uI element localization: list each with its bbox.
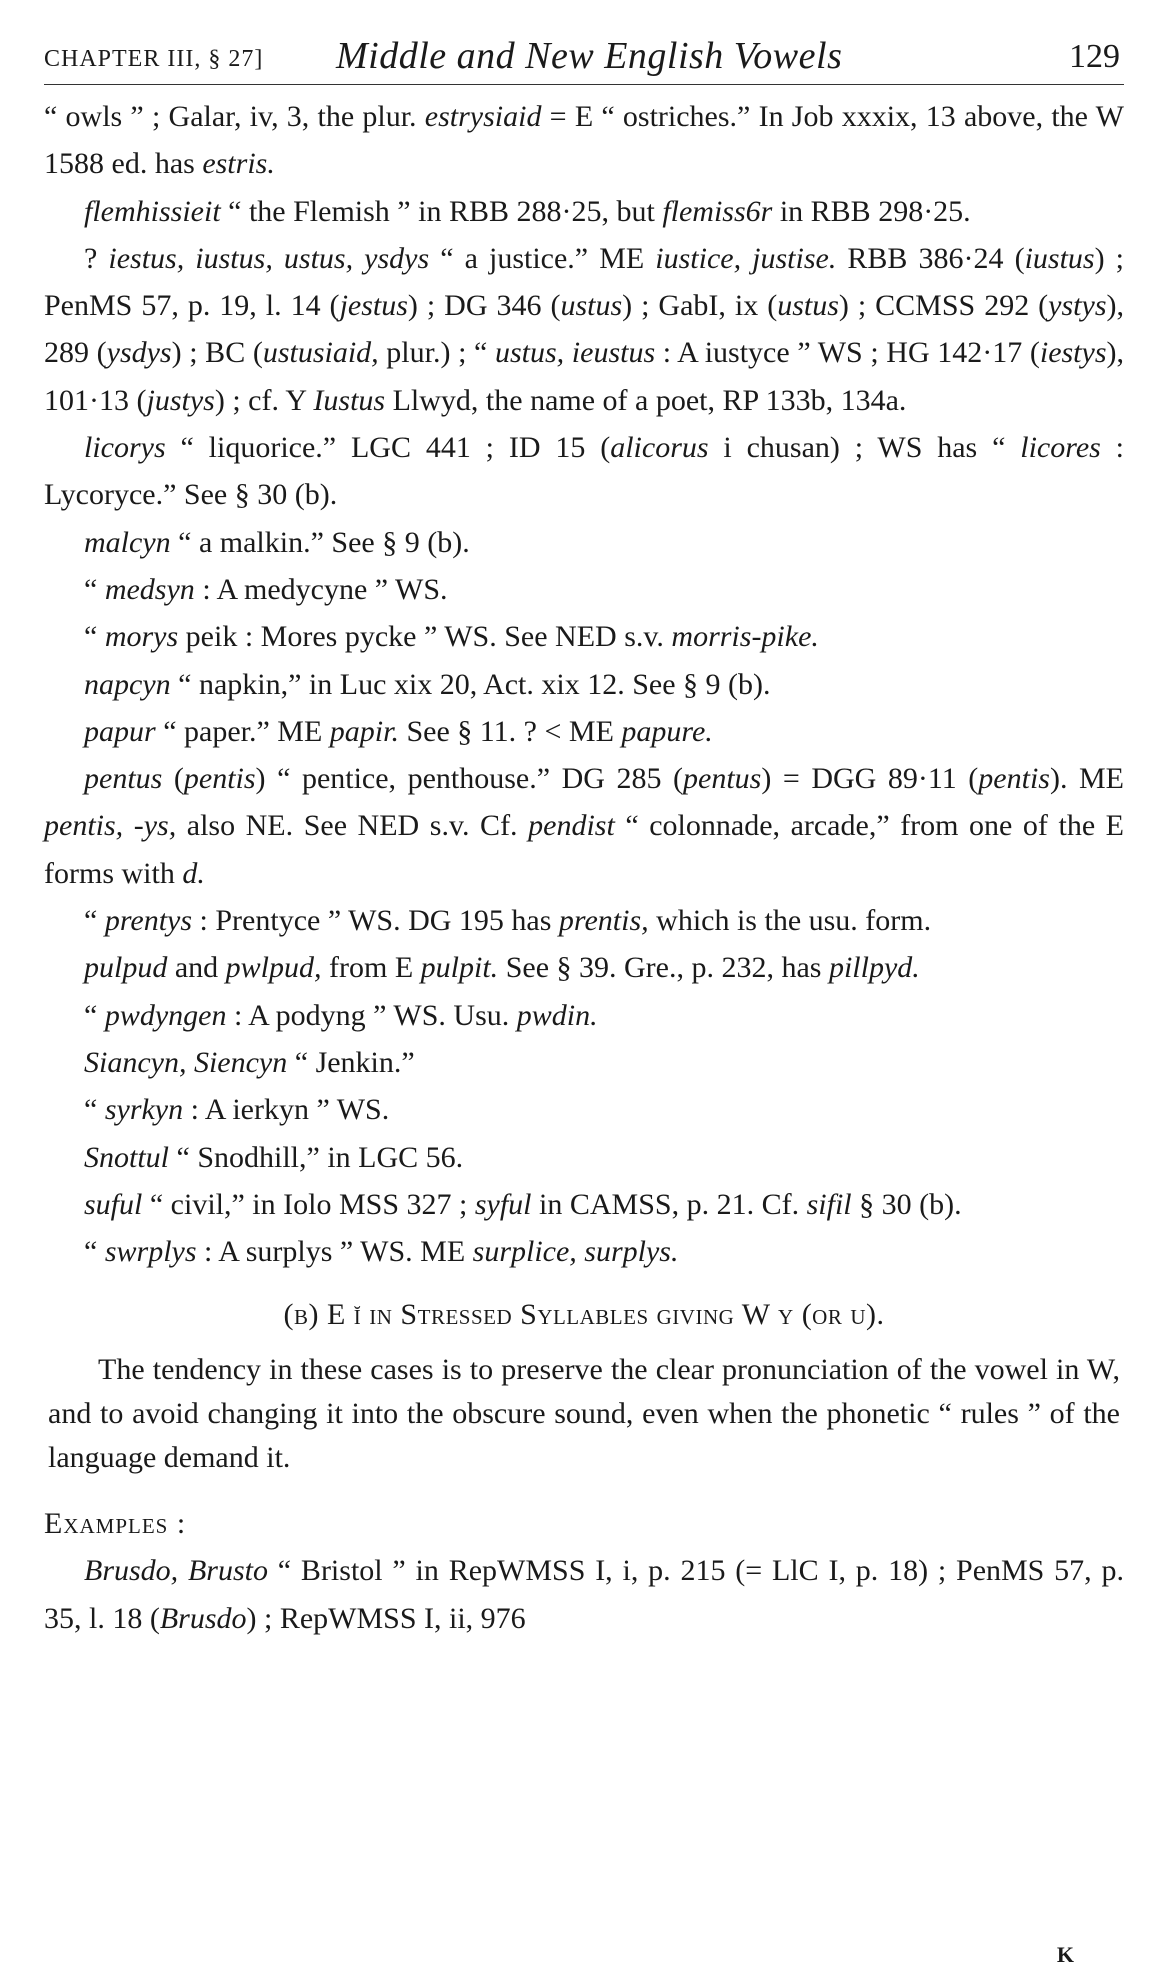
italic-term: pentus bbox=[84, 762, 163, 796]
italic-term: sifil bbox=[806, 1187, 852, 1221]
italic-term: pwdyngen bbox=[104, 998, 227, 1032]
italic-term: pwlpud, bbox=[225, 951, 322, 985]
entry-text: : A surplys ” WS. ME bbox=[196, 1235, 473, 1269]
signature-mark: K bbox=[1056, 1942, 1074, 1967]
glossary-entry bbox=[44, 566, 1124, 613]
italic-term: pentis, -ys, bbox=[44, 809, 177, 843]
entry-text: See § 11. ? < ME bbox=[398, 714, 622, 748]
section-heading: (b) E ĭ in Stressed Syllables giving W y (or u). bbox=[283, 1298, 885, 1332]
italic-term: flemiss6r bbox=[662, 194, 773, 228]
entry-text: ) ; cf. Y bbox=[214, 383, 314, 417]
entry-text: : A podyng ” WS. Usu. bbox=[226, 998, 517, 1032]
entry-text: “ civil,” in Iolo MSS 327 ; bbox=[142, 1187, 475, 1221]
italic-term: morris-pike. bbox=[671, 620, 819, 654]
italic-term: licorys bbox=[84, 431, 166, 465]
italic-term: morys bbox=[104, 620, 179, 654]
italic-term: licores bbox=[1020, 431, 1101, 465]
entry-text: ). ME bbox=[1049, 762, 1125, 796]
entry-text: : A ierkyn ” WS. bbox=[183, 1093, 390, 1127]
italic-term: ustus bbox=[560, 289, 623, 323]
italic-term: papure. bbox=[621, 714, 713, 748]
glossary-entry bbox=[44, 661, 1124, 708]
italic-term: syful bbox=[474, 1187, 532, 1221]
entry-text: RBB 386·24 ( bbox=[836, 241, 1025, 275]
italic-term: pulpit. bbox=[420, 951, 499, 985]
italic-term: pentis bbox=[183, 762, 256, 796]
entry-text: plur.) ; “ bbox=[378, 336, 495, 370]
page-title: Middle and New English Vowels bbox=[336, 35, 843, 77]
italic-term: suful bbox=[84, 1187, 143, 1221]
entry-text: : Prentyce ” WS. DG 195 has bbox=[192, 904, 559, 938]
italic-term: pillpyd. bbox=[828, 951, 920, 985]
page-number: 129 bbox=[1069, 38, 1120, 75]
italic-term: ustus, ieustus bbox=[495, 336, 656, 370]
italic-term: alicorus bbox=[610, 431, 709, 465]
examples-heading: Examples : bbox=[44, 1507, 187, 1541]
italic-term: Snottul bbox=[84, 1140, 170, 1174]
entry-text: : A medycyne ” WS. bbox=[194, 572, 448, 606]
italic-term: pwdin. bbox=[516, 998, 598, 1032]
entry-text: “ napkin,” in Luc xix 20, Act. xix 12. See § 9 (b). bbox=[170, 667, 771, 701]
entry-text: i chusan) ; WS has “ bbox=[708, 431, 1021, 465]
glossary-entry bbox=[44, 613, 1124, 660]
entry-text: “ bbox=[84, 1235, 105, 1269]
italic-term: jestus bbox=[339, 289, 408, 323]
entry-text: : A iustyce ” WS ; HG 142·17 ( bbox=[655, 336, 1040, 370]
glossary-entry bbox=[44, 188, 1124, 235]
entry-text: ) ; CCMSS 292 ( bbox=[838, 289, 1049, 323]
entry-text: ), 101·13 ( bbox=[44, 336, 1125, 417]
entry-text: : Lycoryce.” See § 30 (b). bbox=[44, 431, 1124, 512]
italic-term: flemhissieit bbox=[84, 194, 221, 228]
entry-text: ) ; PenMS 57, p. 19, l. 14 ( bbox=[44, 241, 1124, 323]
italic-term: Siancyn, Siencyn bbox=[84, 1045, 288, 1079]
entry-text: “ paper.” ME bbox=[155, 714, 330, 748]
chapter-reference: CHAPTER III, § 27] bbox=[44, 46, 264, 72]
entry-text: “ colonnade, arcade,” from one of the E forms with bbox=[44, 809, 1125, 890]
entry-text: ) ; DG 346 ( bbox=[407, 289, 561, 323]
entry-text: “ Snodhill,” in LGC 56. bbox=[169, 1140, 464, 1174]
italic-term: pulpud bbox=[84, 951, 168, 985]
italic-term: iestus, iustus, ustus, ysdys bbox=[108, 241, 430, 275]
italic-term: Iustus bbox=[313, 383, 386, 417]
entry-list bbox=[44, 93, 1124, 1275]
entry-text: from E bbox=[321, 951, 421, 985]
italic-term: pentus bbox=[683, 762, 762, 796]
entry-text: “ the Flemish ” in RBB 288·25, but bbox=[220, 194, 663, 228]
glossary-entry bbox=[44, 93, 1124, 188]
entry-text: in CAMSS, p. 21. Cf. bbox=[531, 1187, 807, 1221]
italic-term: estrysiaid bbox=[424, 100, 542, 133]
entry-text: “ a malkin.” See § 9 (b). bbox=[170, 525, 470, 559]
entry-text: ), 289 ( bbox=[44, 289, 1124, 370]
entry-text: ( bbox=[162, 762, 184, 796]
entry-text: ) “ pentice, penthouse.” DG 285 ( bbox=[255, 762, 684, 796]
examples-list bbox=[44, 1547, 1124, 1642]
entry-text: ) = DGG 89·11 ( bbox=[761, 762, 979, 796]
entry-text: also NE. See NED s.v. Cf. bbox=[176, 809, 529, 843]
italic-term: medsyn bbox=[104, 572, 195, 606]
italic-term: estris. bbox=[202, 147, 275, 181]
entry-text: “ Bristol ” in RepWMSS I, i, p. 215 (= LlC I, p. 18) ; PenMS 57, p. 35, l. 18 ( bbox=[44, 1554, 1124, 1635]
entry-text: “ owls ” ; Galar, iv, 3, the plur. bbox=[44, 100, 425, 133]
entry-text: ) ; BC ( bbox=[171, 336, 263, 370]
italic-term: iestys bbox=[1039, 336, 1107, 370]
italic-term: swrplys bbox=[104, 1235, 197, 1269]
entry-text: “ bbox=[84, 620, 105, 654]
entry-text: “ bbox=[84, 572, 105, 606]
glossary-entry bbox=[44, 1228, 1124, 1275]
italic-term: ystys bbox=[1048, 289, 1107, 323]
italic-term: Brusdo, Brusto bbox=[84, 1554, 268, 1588]
glossary-entry bbox=[44, 424, 1124, 519]
entry-text: ) ; RepWMSS I, ii, 976 bbox=[246, 1601, 526, 1635]
italic-term: Brusdo bbox=[159, 1601, 247, 1635]
italic-term: papur bbox=[84, 714, 156, 748]
italic-term: justys bbox=[146, 383, 215, 417]
entry-text: “ bbox=[84, 998, 105, 1032]
glossary-entry bbox=[44, 992, 1124, 1039]
italic-term: malcyn bbox=[84, 525, 171, 559]
glossary-entry bbox=[44, 755, 1124, 897]
italic-term: iustice, justise. bbox=[655, 241, 837, 275]
italic-term: ustusiaid, bbox=[262, 336, 379, 370]
glossary-entry bbox=[44, 1039, 1124, 1086]
entry-text: in RBB 298·25. bbox=[772, 194, 971, 228]
entry-text: “ a justice.” ME bbox=[429, 241, 656, 275]
italic-term: surplice, surplys. bbox=[472, 1235, 679, 1269]
entry-text: which is the usu. form. bbox=[648, 904, 932, 938]
entry-text: “ Jenkin.” bbox=[287, 1045, 415, 1079]
entry-text: and bbox=[167, 951, 226, 985]
italic-term: iustus bbox=[1024, 241, 1095, 275]
body-paragraph: The tendency in these cases is to preserve the clear pronunciation of the vowel in W, and to avoid changing it into the obscure sound, even when the phonetic “ rules ” of the language demand it. bbox=[48, 1353, 1120, 1475]
entry-text: = E “ ostriches.” In Job xxxix, 13 above, the W 1588 ed. has bbox=[44, 100, 1124, 181]
italic-term: pendist bbox=[528, 809, 615, 843]
italic-term: ysdys bbox=[106, 336, 172, 370]
italic-term: ustus bbox=[777, 289, 839, 323]
glossary-entry bbox=[44, 708, 1124, 755]
italic-term: syrkyn bbox=[104, 1093, 184, 1127]
glossary-entry bbox=[44, 1086, 1124, 1133]
italic-term: napcyn bbox=[84, 667, 171, 701]
entry-text: Llwyd, the name of a poet, RP 133b, 134a. bbox=[385, 383, 907, 417]
entry-text: ) ; GabI, ix ( bbox=[622, 289, 778, 323]
glossary-entry bbox=[44, 519, 1124, 566]
entry-text: peik : Mores pycke ” WS. See NED s.v. bbox=[178, 620, 672, 654]
entry-text: § 30 (b). bbox=[851, 1187, 962, 1221]
entry-text: ? bbox=[84, 241, 109, 275]
running-head bbox=[44, 28, 1124, 85]
italic-term: pentis bbox=[978, 762, 1050, 796]
entry-text: See § 39. Gre., p. 232, has bbox=[498, 951, 829, 985]
italic-term: prentys bbox=[104, 904, 193, 938]
entry-text: “ bbox=[84, 1093, 105, 1127]
glossary-entry bbox=[44, 944, 1124, 991]
glossary-entry bbox=[44, 1181, 1124, 1228]
glossary-entry bbox=[44, 235, 1124, 424]
glossary-entry bbox=[44, 1134, 1124, 1181]
example-entry bbox=[44, 1547, 1124, 1642]
entry-text: “ bbox=[84, 904, 105, 938]
italic-term: prentis, bbox=[558, 904, 649, 938]
glossary-entry bbox=[44, 897, 1124, 944]
italic-term: papir. bbox=[329, 714, 399, 748]
entry-text: “ liquorice.” LGC 441 ; ID 15 ( bbox=[165, 431, 611, 465]
book-page bbox=[44, 28, 1124, 1968]
italic-term: d. bbox=[182, 856, 205, 890]
